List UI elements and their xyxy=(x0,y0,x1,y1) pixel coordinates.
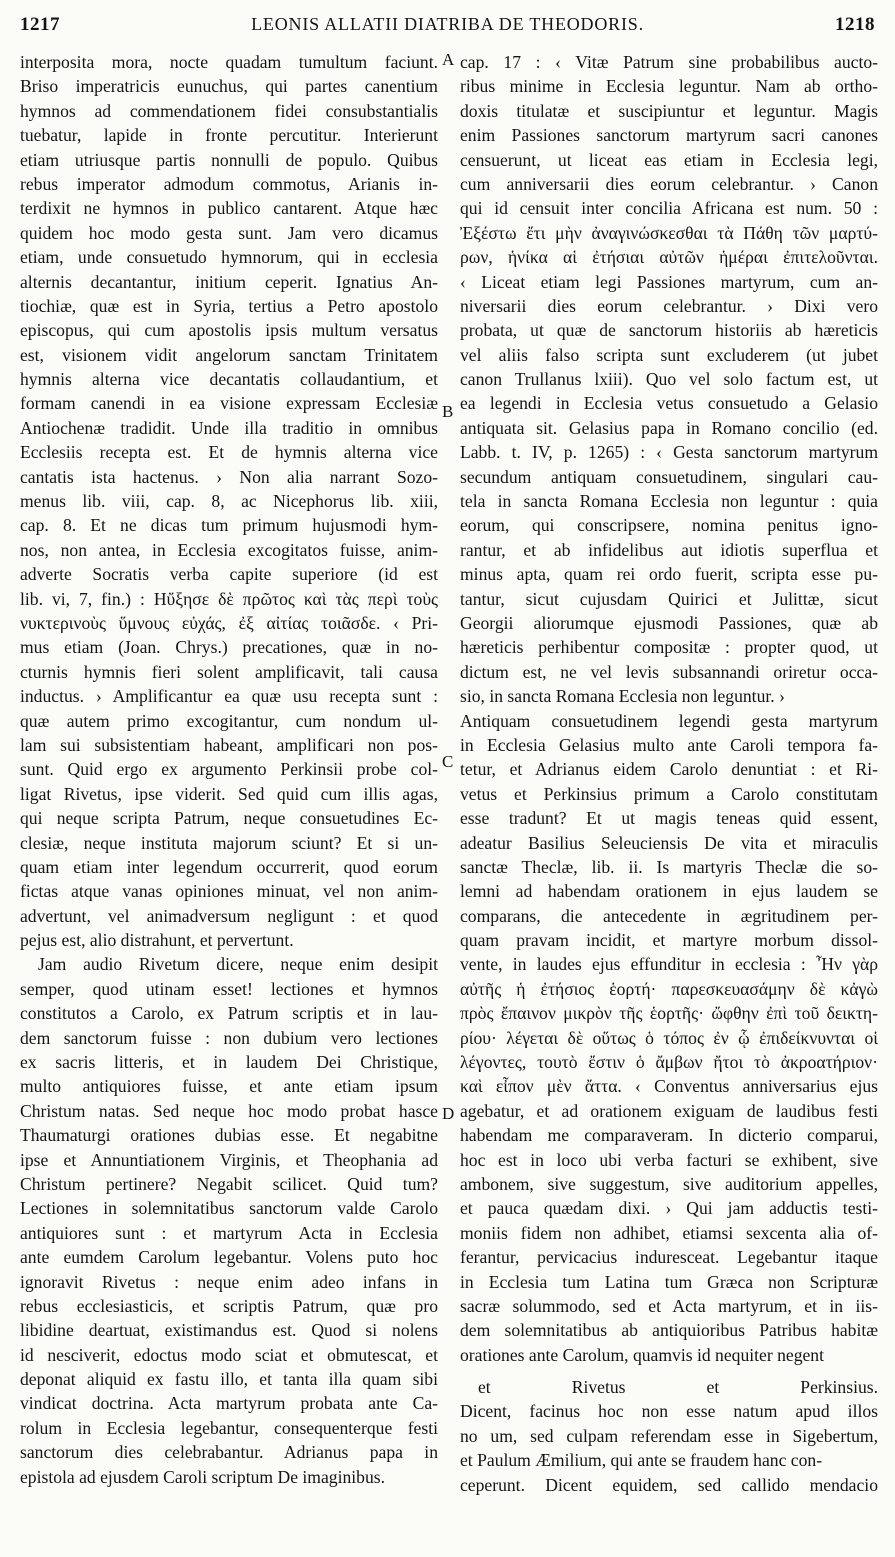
text-line: Ecclesiis recepta est. Et de hymnis alterna vice xyxy=(20,442,438,463)
text-line: dem sanctorum fuisse : non dubium vero lectiones xyxy=(20,1027,438,1048)
right-page-number: 1218 xyxy=(835,14,875,35)
text-line: ligat Rivetus, ipse viderit. Sed quid cum illis agas, xyxy=(20,783,438,804)
text-line: lib. vi, 7, fin.) : Ηὔξησε δὲ πρῶτος καὶ τὰς περὶ τοὺς xyxy=(20,588,438,609)
text-line: ambonem, sive suggestum, sive auditorium appelles, xyxy=(460,1173,878,1194)
right-column xyxy=(460,50,878,1497)
text-line: tantur, sicut cujusdam Quirici et Julittæ, sicut xyxy=(460,588,878,609)
text-line: episcopus, qui cum apostolis ipsis multum versatus xyxy=(20,320,438,341)
text-line: inductus. › Amplificantur ea quæ usu recepta sunt : xyxy=(20,686,438,707)
text-line: canon Trullanus lxiii). Quo vel solo factum est, ut xyxy=(460,369,878,390)
text-line: tiochiæ, quæ est in Syria, tertius a Petro apostolo xyxy=(20,295,438,316)
text-line: nos, non antea, in Ecclesia excogitatos fuisse, anim- xyxy=(20,539,438,560)
text-line: est, visionem vidit angelorum sanctam Trinitatem xyxy=(20,344,438,365)
text-line: tuebatur, lapide in fronte percutitur. Interierunt xyxy=(20,125,438,146)
text-line: quam pravam incidit, et martyre morbum dissol- xyxy=(460,930,878,951)
section-marker-a: A xyxy=(442,50,455,69)
text-line: rebus imperator admodum commotus, Arianis in- xyxy=(20,173,438,194)
text-line: dictum est, ne vel levis subsannandi oriretur occa- xyxy=(460,661,878,682)
text-line: ignoravit Rivetus : neque enim adeo infans in xyxy=(20,1271,438,1292)
text-line: Thaumaturgi orationes dubias esse. Et negabitne xyxy=(20,1125,438,1146)
text-line: menus lib. viii, cap. 8, ac Nicephorus lib. xiii, xyxy=(20,491,438,512)
text-line: cap. 17 : ‹ Vitæ Patrum sine probabilibus aucto- xyxy=(460,52,878,72)
text-line: adeatur Basilius Seleuciensis De vita et miraculis xyxy=(460,832,878,853)
left-page-number: 1217 xyxy=(20,14,60,35)
text-line: clesiæ, neque instituta majorum sciunt? Et si un- xyxy=(20,832,438,853)
text-line: sanctorum dies celebrabantur. Adrianus papa in xyxy=(20,1442,438,1463)
text-line: enim Passiones sanctorum martyrum sacri canones xyxy=(460,125,878,146)
text-line: rebus ecclesiasticis, et scriptis Patrum, quæ pro xyxy=(20,1295,438,1316)
text-line: cantatis ista hactenus. › Non alia narrant Sozo- xyxy=(20,466,438,487)
text-line: adverte Socratis verba capite superiore (id est xyxy=(20,564,438,585)
text-line: cum anniversarii dies eorum celebrantur. › Canon xyxy=(460,173,878,194)
text-line: interposita mora, nocte quadam tumultum faciunt. xyxy=(20,52,438,72)
text-line: vetus et Perkinsius primum a Carolo constitutam xyxy=(460,783,878,804)
text-line: quam etiam inter legendum occurrerit, quod eorum xyxy=(20,856,438,877)
text-line: advertunt, vel animadversum negligunt : et quod xyxy=(20,905,438,926)
text-line: etiam utriusque partis nonnulli de populo. Quibus xyxy=(20,149,438,170)
text-line: lemni ad habendam orationem in ejus laudem se xyxy=(460,881,878,902)
text-line: eorum, qui conscripsere, nomina penitus igno- xyxy=(460,515,878,536)
text-line: libidine deartuat, existimandus est. Quod si nolens xyxy=(20,1320,438,1341)
text-line: quidem hoc modo gesta sunt. Jam vero dicamus xyxy=(20,222,438,243)
section-marker-c: C xyxy=(442,752,454,771)
text-line: cturnis hymnis fieri solent amplificavit, tali causa xyxy=(20,661,438,682)
text-line: ρων, ἡνίκα αἱ ἐτήσιαι αὐτῶν ἡμέραι ἐπιτελοῦνται. xyxy=(460,247,878,268)
text-line: vente, in laudes ejus effunditur in ecclesia : Ἦν γὰρ xyxy=(460,954,878,975)
text-line: ceperunt. Dicent equidem, sed callido mendacio xyxy=(460,1474,878,1495)
text-line: terdixit ne hymnos in publico cantarent. Atque hæc xyxy=(20,198,438,219)
text-line: orationes ante Carolum, quamvis id nequiter negent xyxy=(460,1344,824,1365)
text-line: id nesciverit, edoctus modo sciat et obmutescat, et xyxy=(20,1344,438,1365)
text-line: ea legendi in Ecclesia vetus consuetudo a Gelasio xyxy=(460,393,878,414)
text-line: ferantur, pervicacius induresceat. Legebantur itaque xyxy=(460,1247,878,1268)
text-line: sanctæ Theclæ, lib. ii. Is martyris Theclæ die so- xyxy=(460,856,878,877)
section-marker-d: D xyxy=(442,1104,455,1123)
text-line: qui id censuit inter concilia Africana est num. 50 : xyxy=(460,198,878,219)
text-line: agebatur, et ad orationem exiguam de laudibus festi xyxy=(460,1100,878,1121)
text-line: minus apta, quam rei ordo fuerit, scripta esse pu- xyxy=(460,564,878,585)
text-line: ribus minime in Ecclesia leguntur. Nam ab ortho- xyxy=(460,76,878,97)
text-line: antiquiores sunt : et martyrum Acta in Ecclesia xyxy=(20,1222,438,1243)
text-line: constitutos a Carolo, ex Patrum scriptis et in lau- xyxy=(20,1003,438,1024)
text-line: antiquata sit. Gelasius papa in Romano concilio (ed. xyxy=(460,417,878,438)
text-line: Christum pertinere? Negabit scilicet. Quid tum? xyxy=(20,1173,438,1194)
running-header xyxy=(20,14,875,42)
text-line: rantur, et ab infidelibus aut idiotis superflua et xyxy=(460,539,878,560)
text-line: sacræ solummodo, sed et Acta martyrum, et in iis- xyxy=(460,1295,878,1316)
left-column xyxy=(20,50,438,1489)
text-line: in Ecclesia tum Latina tum Græca non Scripturæ xyxy=(460,1271,878,1292)
text-line: ipse et Annuntiationem Virginis, et Theophania ad xyxy=(20,1149,438,1170)
text-line: ‹ Liceat etiam legi Passiones martyrum, cum an- xyxy=(460,271,878,292)
text-line: alternis decantantur, initium ceperit. Ignatius An- xyxy=(20,271,438,292)
text-line: probata, ut quæ de sanctorum historiis ab hæreticis xyxy=(460,320,878,341)
text-line: ante eumdem Carolum legebantur. Volens puto hoc xyxy=(20,1247,438,1268)
text-line: νυκτερινοὺς ὕμνους εὐχάς, ἐξ αἰτίας τοιᾶσδε. ‹ Pri- xyxy=(20,612,438,633)
text-line: ex sacris litteris, et in laudem Dei Christique, xyxy=(20,1052,438,1073)
text-line: multo antiquiores fuisse, et ante etiam ipsum xyxy=(20,1076,438,1097)
text-line: Labb. t. IV, p. 1265) : ‹ Gesta sanctorum martyrum xyxy=(460,442,878,463)
text-line: dem solemnitatibus ab antiquioribus Patribus habitæ xyxy=(460,1320,878,1341)
text-line: et Rivetus et Perkinsius. xyxy=(478,1377,878,1398)
text-line: Antiochenæ tradidit. Unde illa traditio in omnibus xyxy=(20,417,438,438)
text-line: Briso imperatricis eunuchus, qui partes canentium xyxy=(20,76,438,97)
text-line: Lectiones in solemnitatibus sanctorum valde Carolo xyxy=(20,1198,438,1219)
text-line: niversarii dies eorum celebrantur. › Dixi vero xyxy=(460,295,878,316)
text-line: sio, in sancta Romana Ecclesia non leguntur. › xyxy=(460,686,785,707)
text-line: esse tradunt? Et ut magis teneas quid essent, xyxy=(460,808,878,829)
text-line: semper, quod utinam esset! lectiones et hymnos xyxy=(20,978,438,999)
text-line: tetur, et Adrianus eidem Carolo denuntiat : et Ri- xyxy=(460,759,878,780)
text-line: Antiquam consuetudinem legendi gesta martyrum xyxy=(460,710,878,731)
text-line: ρίου· λέγεται δὲ οὕτως ὁ τόπος ἐν ᾧ ἐπιδείκνυνται οἱ xyxy=(460,1027,878,1048)
text-line: hæreticis perhibentur compositæ : propter quod, ut xyxy=(460,637,878,658)
text-line: cap. 8. Et ne dicas tum primum hujusmodi hym- xyxy=(20,515,438,536)
text-line: πρὸς ἔπαινον μικρὸν τῆς ἑορτῆς· ὤφθην ἐπὶ τοῦ δεικτη- xyxy=(460,1003,878,1024)
text-line: αὐτῆς ἡ ἐτήσιος ἑορτή· παρεσκευασάμην δὲ κἀγὼ xyxy=(460,978,878,999)
text-line: Dicent, facinus hoc non esse natum apud illos xyxy=(460,1401,878,1422)
text-line: rolum in Ecclesia legebantur, consequenterque festi xyxy=(20,1417,438,1438)
text-line: etiam, unde consuetudo hymnorum, qui in ecclesia xyxy=(20,247,438,268)
text-line: et pauca quædam dixi. › Qui jam adductis testi- xyxy=(460,1198,878,1219)
text-line: secundum antiquam consuetudinem, singulari cau- xyxy=(460,466,878,487)
text-line: hymnis alterna vice decantatis collaudantium, et xyxy=(20,369,438,390)
text-line: Christum natas. Sed neque hoc modo probat hasce xyxy=(20,1100,438,1121)
text-line: pejus est, alio distrahunt, et pervertunt. xyxy=(20,930,294,951)
text-line: formam canendi in ea visione expressam Ecclesiæ xyxy=(20,393,438,414)
text-line: sunt. Quid ergo ex argumento Perkinsii probe col- xyxy=(20,759,438,780)
text-line: comparans, die antecedente in ægritudinem per- xyxy=(460,905,878,926)
text-line: censuerunt, ut liceat eas etiam in Ecclesia legi, xyxy=(460,149,878,170)
text-line: epistola ad ejusdem Caroli scriptum De imaginibus. xyxy=(20,1466,386,1487)
text-line: mus etiam (Joan. Chrys.) precationes, quæ in no- xyxy=(20,637,438,658)
text-line: et Paulum Æmilium, qui ante se fraudem hanc con- xyxy=(460,1450,823,1471)
text-line: Ἐξέστω ἔτι μὴν ἀναγινώσκεσθαι τὰ Πάθη τῶν μαρτύ- xyxy=(460,222,878,243)
text-line: καὶ εἶπον μὲν ἄττα. ‹ Conventus anniversarius ejus xyxy=(460,1076,878,1097)
text-line: Jam audio Rivetum dicere, neque enim desipit xyxy=(38,954,438,975)
text-line: habendam me comparaveram. In dicterio comparui, xyxy=(460,1125,878,1146)
text-line: lam sui subsistentiam habeant, amplificari non pos- xyxy=(20,734,438,755)
text-line: in Ecclesia Gelasius multo ante Caroli tempora fa- xyxy=(460,734,878,755)
text-line: quæ autem primo excogitantur, cum nondum ul- xyxy=(20,710,438,731)
section-marker-b: B xyxy=(442,402,454,421)
text-line: tela in sancta Romana Ecclesia non leguntur : quia xyxy=(460,491,878,512)
text-line: hymnos ad commendationem fidei consubstantialis xyxy=(20,100,438,121)
text-line: doxis titulatæ et suscipiuntur et leguntur. Magis xyxy=(460,100,878,121)
text-line: vindicat doctrina. Acta martyrum probata ante Ca- xyxy=(20,1393,438,1414)
text-line: vel aliis falso scripta sunt excluderem (ut jubet xyxy=(460,344,878,365)
text-line: moniis fidem non adhibet, etiamsi sexcenta alia of- xyxy=(460,1222,878,1243)
text-line: deponat aliquid ex fastu illo, et tanta illa quam sibi xyxy=(20,1369,438,1390)
text-line: fictas atque vanas opiniones minuat, vel non anim- xyxy=(20,881,438,902)
text-line: hoc est in loco ubi verba facturi se exhibent, sive xyxy=(460,1149,878,1170)
text-line: Georgii aliorumque ejusmodi Passiones, quæ ab xyxy=(460,612,878,633)
text-line: λέγοντες, τουτὸ ἔστιν ὁ ἄμβων ἤτοι τὸ ἀκροατήριον· xyxy=(460,1052,878,1073)
running-title: LEONIS ALLATII DIATRIBA DE THEODORIS. xyxy=(251,14,644,34)
text-line: no um, sed culpam referendam esse in Sigebertum, xyxy=(460,1425,878,1446)
text-line: qui neque scripta Patrum, neque consuetudines Ec- xyxy=(20,808,438,829)
